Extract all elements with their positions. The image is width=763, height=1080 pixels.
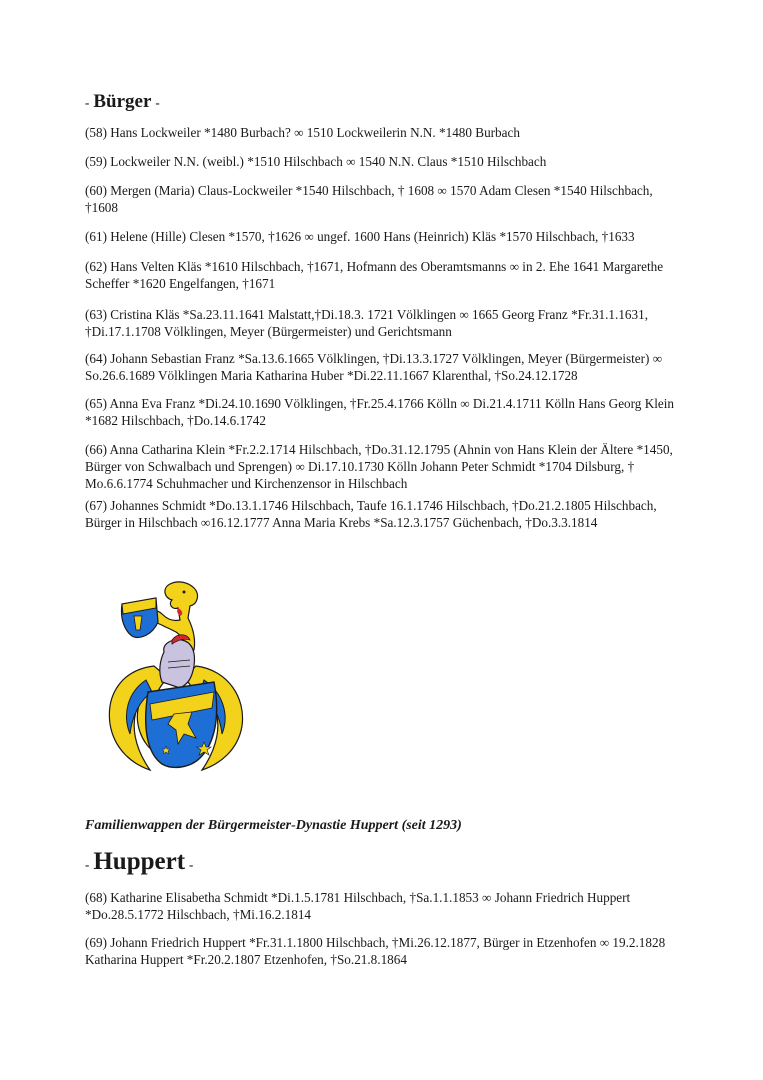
- crest-helmet: [160, 640, 195, 688]
- genealogy-entry-60: (60) Mergen (Maria) Claus-Lockweiler *1540 Hilschbach, † 1608 ∞ 1570 Adam Clesen *1540 Hilschbach, †1608: [85, 183, 653, 215]
- heading-title: Bürger: [93, 91, 152, 112]
- genealogy-entry-63: (63) Cristina Kläs *Sa.23.11.1641 Malstatt,†Di.18.3. 1721 Völklingen ∞ 1665 Georg Franz *Fr.31.1.1631, †Di.17.1.1708 Völklingen, Meyer (Bürgermeister) und Gerichtsmann: [85, 307, 648, 339]
- coat-of-arms-caption: Familienwappen der Bürgermeister-Dynastie Huppert (seit 1293): [85, 818, 462, 833]
- section-heading-huppert: [85, 848, 193, 876]
- heading-dash-right: -: [155, 95, 160, 110]
- genealogy-entry-61: (61) Helene (Hille) Clesen *1570, †1626 ∞ ungef. 1600 Hans (Heinrich) Kläs *1570 Hilschbach, †1633: [85, 229, 635, 244]
- heading-dash-right: -: [189, 857, 194, 872]
- genealogy-entry-62: (62) Hans Velten Kläs *1610 Hilschbach, †1671, Hofmann des Oberamtsmanns ∞ in 2. Ehe 1641 Margarethe Scheffer *1620 Engelfangen, †1671: [85, 259, 664, 291]
- genealogy-entry-65: (65) Anna Eva Franz *Di.24.10.1690 Völklingen, †Fr.25.4.1766 Kölln ∞ Di.21.4.1711 Kölln Hans Georg Klein *1682 Hilschbach, †Do.14.6.1742: [85, 396, 674, 428]
- genealogy-entry-58: (58) Hans Lockweiler *1480 Burbach? ∞ 1510 Lockweilerin N.N. *1480 Burbach: [85, 125, 520, 140]
- genealogy-entry-67: (67) Johannes Schmidt *Do.13.1.1746 Hilschbach, Taufe 16.1.1746 Hilschbach, †Do.21.2.1805 Hilschbach, Bürger in Hilschbach ∞16.12.1777 Anna Maria Krebs *Sa.12.3.1757 Güchenbach, †Do.3.3.1814: [85, 498, 657, 530]
- heading-dash-left: -: [85, 857, 90, 872]
- family-coat-of-arms: [92, 574, 258, 786]
- section-heading-buerger: [85, 91, 160, 113]
- genealogy-entry-69: (69) Johann Friedrich Huppert *Fr.31.1.1800 Hilschbach, †Mi.26.12.1877, Bürger in Etzenhofen ∞ 19.2.1828 Katharina Huppert *Fr.20.2.1807 Etzenhofen, †So.21.8.1864: [85, 935, 666, 967]
- genealogy-entry-64: (64) Johann Sebastian Franz *Sa.13.6.1665 Völklingen, †Di.13.3.1727 Völklingen, Meyer (Bürgermeister) ∞ So.26.6.1689 Völklingen Maria Katharina Huber *Di.22.11.1667 Klarenthal, †So.24.12.1728: [85, 351, 663, 383]
- genealogy-entry-59: (59) Lockweiler N.N. (weibl.) *1510 Hilschbach ∞ 1540 N.N. Claus *1510 Hilschbach: [85, 154, 547, 169]
- heading-dash-left: -: [85, 95, 90, 110]
- genealogy-entry-66: (66) Anna Catharina Klein *Fr.2.2.1714 Hilschbach, †Do.31.12.1795 (Ahnin von Hans Klein der Ältere *1450, Bürger von Schwalbach und Sprengen) ∞ Di.17.10.1730 Kölln Johann Peter Schmidt *1704 Dilsburg, † Mo.6.6.1774 Schuhmacher und Kirchenzensor in Hilschbach: [85, 442, 673, 491]
- crest-lion-eye: [183, 591, 186, 594]
- genealogy-entry-68: (68) Katharine Elisabetha Schmidt *Di.1.5.1781 Hilschbach, †Sa.1.1.1853 ∞ Johann Friedrich Huppert *Do.28.5.1772 Hilschbach, †Mi.16.2.1814: [85, 890, 631, 922]
- heading-title: Huppert: [93, 848, 186, 875]
